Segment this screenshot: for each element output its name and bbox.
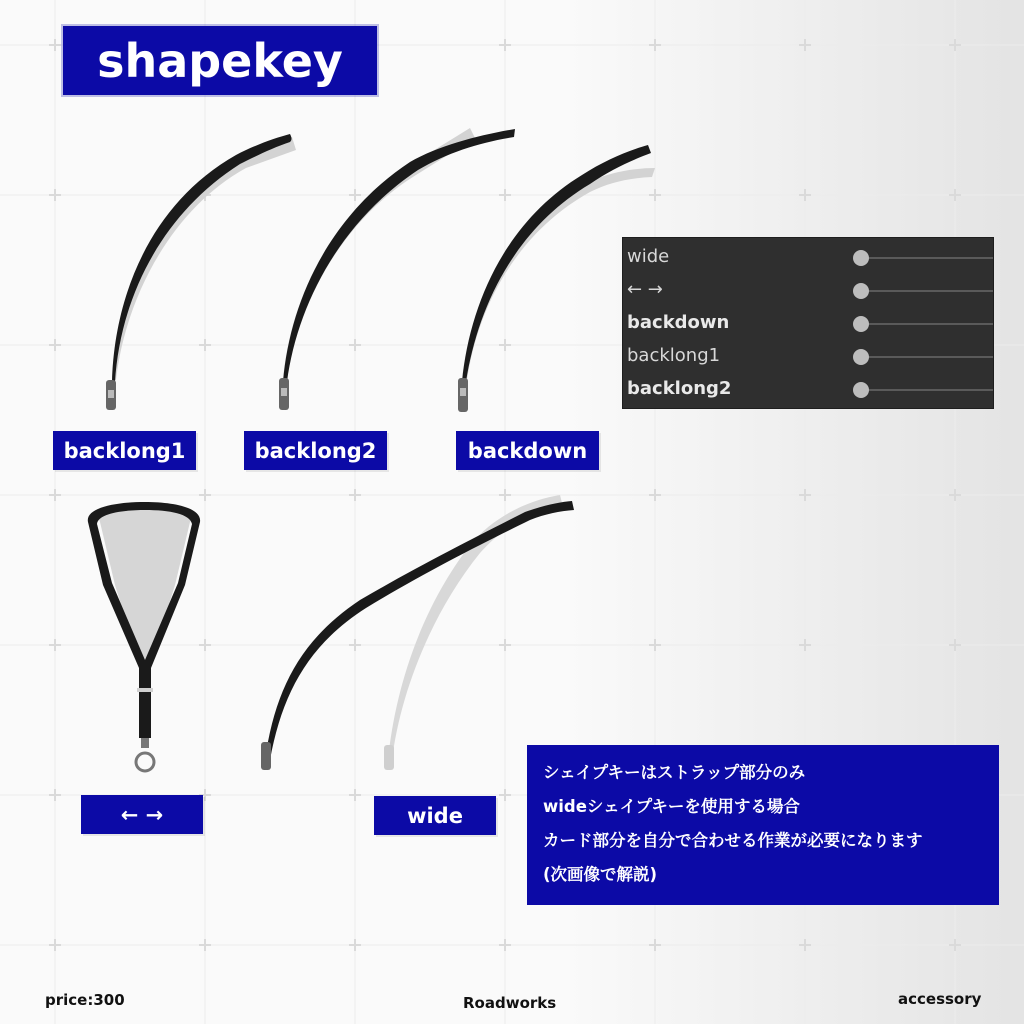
slider-knob[interactable]	[853, 349, 869, 365]
note-line: wideシェイプキーを使用する場合	[543, 797, 800, 816]
slider-knob[interactable]	[853, 283, 869, 299]
note-box	[527, 745, 999, 905]
page-title: shapekey	[63, 26, 377, 95]
note-line: カード部分を自分で合わせる作業が必要になります	[543, 831, 923, 850]
shapekey-label: wide	[627, 246, 670, 267]
slider-knob[interactable]	[853, 382, 869, 398]
lanyard-backlong1-image	[106, 134, 296, 410]
shapekey-row-arrows	[623, 274, 993, 307]
shapekey-label: backlong1	[627, 345, 721, 366]
tag-wide: wide	[374, 796, 496, 835]
category-text: accessory	[898, 990, 982, 1008]
shapekey-label: backdown	[627, 312, 730, 333]
price-text: price:300	[45, 991, 125, 1009]
slider-track[interactable]	[861, 257, 993, 259]
note-line: (次画像で解説)	[543, 865, 658, 884]
tag-backlong2: backlong2	[244, 431, 387, 470]
shapekey-row-wide	[623, 241, 993, 274]
shapekey-label: backlong2	[627, 378, 732, 399]
shapekey-label: ← →	[627, 279, 663, 300]
lanyard-wide-image	[261, 495, 574, 770]
tag-arrows: ← →	[81, 795, 203, 834]
brand-text: Roadworks	[463, 994, 557, 1012]
note-line: シェイプキーはストラップ部分のみ	[543, 763, 806, 782]
slider-knob[interactable]	[853, 250, 869, 266]
shapekey-row-backlong1	[623, 340, 993, 373]
lanyard-backlong2-image	[279, 128, 515, 410]
slider-track[interactable]	[861, 356, 993, 358]
slider-knob[interactable]	[853, 316, 869, 332]
lanyard-front-image	[88, 502, 200, 771]
tag-backdown: backdown	[456, 431, 599, 470]
shapekey-row-backdown	[623, 307, 993, 340]
tag-backlong1: backlong1	[53, 431, 196, 470]
shapekey-panel	[622, 237, 994, 409]
shapekey-row-backlong2	[623, 373, 993, 406]
slider-track[interactable]	[861, 290, 993, 292]
slider-track[interactable]	[861, 323, 993, 325]
slider-track[interactable]	[861, 389, 993, 391]
